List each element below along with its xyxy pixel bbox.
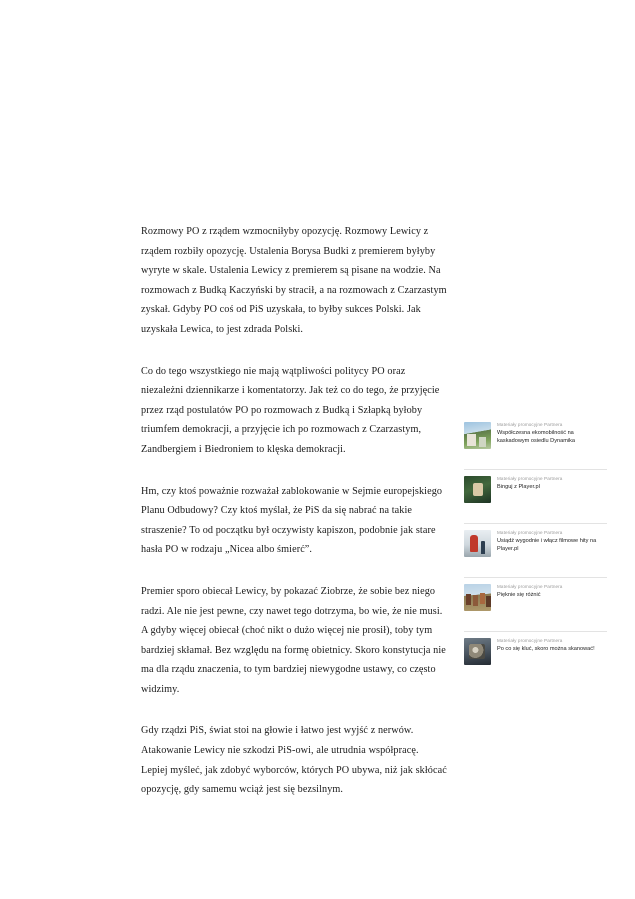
promo-list-item[interactable]	[464, 632, 607, 685]
promo-list-item[interactable]	[464, 578, 607, 632]
promo-item-text	[497, 422, 607, 445]
promo-sponsor-label: Materiały promocyjne Partnera	[497, 530, 563, 535]
thumb-sofa-movies-icon	[464, 530, 491, 557]
promo-item-title[interactable]: Binguj z Player.pl	[497, 484, 540, 490]
article-paragraph: Co do tego wszystkiego nie mają wątpliwości politycy PO oraz niezależni dziennikarze i komentatorzy. Jak też co do tego, że przyjęcie przez rząd postulatów PO po rozmowach z Budką i Szłapką byłoby triumfem demokracji, a przyjęcie ich po rozmowach z Czarzastym, Zandbergiem i Biedroniem to klęska demokracji.	[141, 365, 440, 455]
promo-item-text	[497, 530, 607, 553]
thumb-eco-housing-icon	[464, 422, 491, 449]
article-paragraph: Premier sporo obiecał Lewicy, by pokazać Ziobrze, że sobie bez niego radzi. Ale nie jest pewne, czy nawet tego dotrzyma, bo wie, że nie musi. A gdyby więcej obiecał (choć nikt o dużo więcej nie prosił), toby tym bardziej skłamał. Bez względu na formę obietnicy. Skoro konstytucja nie ma dla rządu znaczenia, to tym bardziej niewygodne ustawy, co często widzimy.	[141, 585, 446, 695]
promo-item-text	[497, 584, 607, 600]
article-paragraph: Gdy rządzi PiS, świat stoi na głowie i łatwo jest wyjść z nerwów. Atakowanie Lewicy nie szkodzi PiS-owi, ale utrudnia współpracę. Lepiej myśleć, jak zdobyć wyborców, których PO ubywa, niż jak skłócać opozycję, gdy samemu wciąż jest się bezsilnym.	[141, 725, 447, 796]
promo-list-item[interactable]	[464, 416, 607, 470]
promo-item-title[interactable]: Współczesna ekomobilność na kaskadowym osiedlu Dynamika	[497, 430, 576, 444]
promo-sponsor-label: Materiały promocyjne Partnera	[497, 422, 563, 427]
promoted-content-sidebar	[464, 416, 607, 685]
article-paragraph: Hm, czy ktoś poważnie rozważał zablokowanie w Sejmie europejskiego Planu Odbudowy? Czy ktoś myślał, że PiS da się nabrać na takie straszenie? To od początku był oczywisty kapiszon, podobnie jak stare hasła PO w rodzaju „Nicea albo śmierć”.	[141, 485, 443, 556]
thumb-scanner-icon	[464, 638, 491, 665]
article-body	[141, 222, 447, 822]
promo-item-text	[497, 476, 607, 492]
promo-sponsor-label: Materiały promocyjne Partnera	[497, 476, 563, 481]
promo-item-title[interactable]: Usiądź wygodnie i włącz filmowe hity na Player.pl	[497, 538, 597, 552]
promo-sponsor-label: Materiały promocyjne Partnera	[497, 638, 563, 643]
thumb-people-group-icon	[464, 584, 491, 611]
thumb-binge-watching-icon	[464, 476, 491, 503]
promo-item-title[interactable]: Pięknie się różnić	[497, 592, 541, 598]
promo-sponsor-label: Materiały promocyjne Partnera	[497, 584, 563, 589]
promo-item-title[interactable]: Po co się kluć, skoro można skanować!	[497, 646, 595, 652]
promo-list-item[interactable]	[464, 524, 607, 578]
promo-list-item[interactable]	[464, 470, 607, 524]
promo-item-text	[497, 638, 607, 654]
article-paragraph: Rozmowy PO z rządem wzmocniłyby opozycję. Rozmowy Lewicy z rządem rozbiły opozycję. Ustalenia Borysa Budki z premierem byłyby wyryte w skale. Ustalenia Lewicy z premierem są pisane na wodzie. Na rozmowach z Budką Kaczyński by stracił, a na rozmowach z Czarzastym zyskał. Gdyby PO coś od PiS uzyskała, to byłby sukces Polski. Jak uzyskała Lewica, to jest zdrada Polski.	[141, 226, 447, 335]
